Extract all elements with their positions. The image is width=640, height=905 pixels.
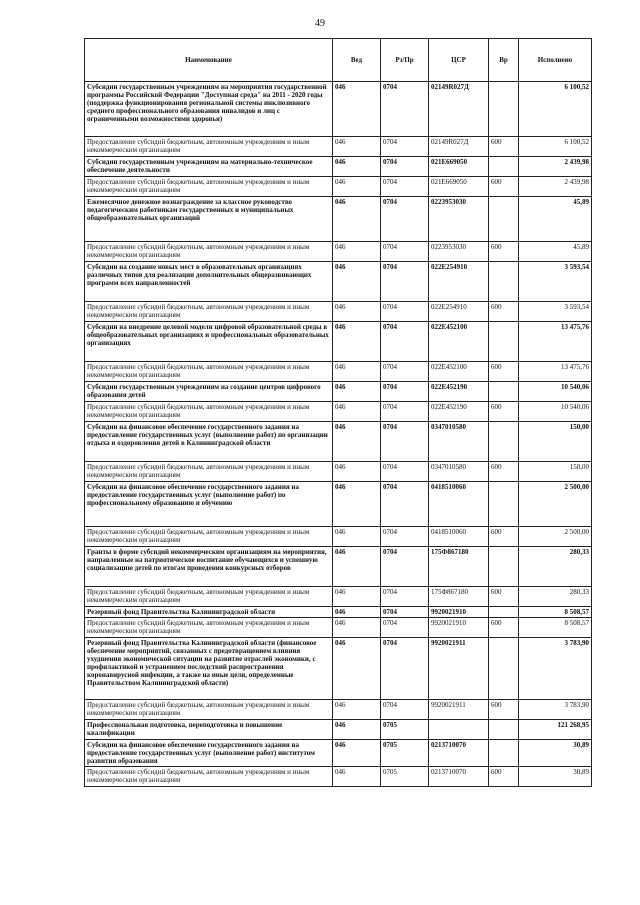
row-csr-cell: 02149R027Д [429, 82, 489, 137]
row-ved-cell: 046 [333, 322, 381, 362]
row-amount-cell: 30,89 [519, 767, 592, 787]
row-ved-cell: 046 [333, 422, 381, 462]
row-csr-cell: 022E452100 [429, 362, 489, 382]
row-ved-cell: 046 [333, 547, 381, 587]
row-name-cell: Предоставление субсидий бюджетным, автономным учреждениям и иным некоммерческим организациям [85, 137, 333, 157]
row-amount-cell: 3 593,54 [519, 262, 592, 302]
row-ved-cell: 046 [333, 740, 381, 767]
row-vr-cell [489, 638, 519, 700]
row-amount-cell: 8 508,57 [519, 618, 592, 638]
row-name-cell: Предоставление субсидий бюджетным, автономным учреждениям и иным некоммерческим организациям [85, 527, 333, 547]
row-rzpr-cell: 0704 [381, 82, 429, 137]
row-ved-cell: 046 [333, 302, 381, 322]
row-csr-cell [429, 720, 489, 740]
row-ved-cell: 046 [333, 527, 381, 547]
row-ved-cell: 046 [333, 700, 381, 720]
table-row [85, 137, 592, 157]
table-row [85, 720, 592, 740]
row-amount-cell: 280,33 [519, 587, 592, 607]
row-rzpr-cell: 0704 [381, 587, 429, 607]
table-row [85, 740, 592, 767]
table-row [85, 547, 592, 587]
table-row [85, 638, 592, 700]
row-csr-cell: 9920021911 [429, 638, 489, 700]
row-ved-cell: 046 [333, 482, 381, 527]
row-name-cell: Предоставление субсидий бюджетным, автономным учреждениям и иным некоммерческим организациям [85, 587, 333, 607]
header-executed: Исполнено [519, 39, 592, 82]
row-rzpr-cell: 0704 [381, 527, 429, 547]
row-vr-cell [489, 607, 519, 618]
row-amount-cell: 3 783,90 [519, 638, 592, 700]
row-vr-cell [489, 197, 519, 242]
row-name-cell: Предоставление субсидий бюджетным, автономным учреждениям и иным некоммерческим организациям [85, 402, 333, 422]
row-rzpr-cell: 0704 [381, 197, 429, 242]
row-name-cell: Гранты в форме субсидий некоммерческим организациям на мероприятия, направленные на патриотическое воспитание обучающихся и успешную социализацию детей по итогам проведения конкурсных отборов [85, 547, 333, 587]
row-amount-cell: 3 593,54 [519, 302, 592, 322]
row-vr-cell: 600 [489, 362, 519, 382]
budget-table [84, 38, 592, 787]
row-amount-cell: 45,89 [519, 242, 592, 262]
row-amount-cell: 2 500,00 [519, 527, 592, 547]
row-vr-cell [489, 157, 519, 177]
row-amount-cell: 3 783,90 [519, 700, 592, 720]
row-name-cell: Субсидии на внедрение целевой модели цифровой образовательной среды в общеобразовательных организациях и профессиональных образовательных организациях [85, 322, 333, 362]
row-csr-cell: 022E452100 [429, 322, 489, 362]
row-csr-cell: 0213710070 [429, 767, 489, 787]
row-ved-cell: 046 [333, 587, 381, 607]
table-row [85, 382, 592, 402]
table-row [85, 527, 592, 547]
row-ved-cell: 046 [333, 607, 381, 618]
row-csr-cell: 022E254910 [429, 262, 489, 302]
row-name-cell: Субсидии на финансовое обеспечение государственного задания на предоставление государственных услуг (выполнение работ) по организации отдыха и оздоровления детей в Калининградской области [85, 422, 333, 462]
row-ved-cell: 046 [333, 638, 381, 700]
row-vr-cell: 600 [489, 177, 519, 197]
table-row [85, 322, 592, 362]
row-csr-cell: 175Ф867180 [429, 547, 489, 587]
row-name-cell: Предоставление субсидий бюджетным, автономным учреждениям и иным некоммерческим организациям [85, 242, 333, 262]
row-amount-cell: 2 439,98 [519, 177, 592, 197]
row-rzpr-cell: 0705 [381, 720, 429, 740]
row-vr-cell [489, 262, 519, 302]
row-ved-cell: 046 [333, 177, 381, 197]
table-row [85, 607, 592, 618]
row-rzpr-cell: 0704 [381, 157, 429, 177]
row-ved-cell: 046 [333, 382, 381, 402]
row-ved-cell: 046 [333, 767, 381, 787]
row-ved-cell: 046 [333, 618, 381, 638]
row-csr-cell: 9920021910 [429, 618, 489, 638]
row-amount-cell: 45,89 [519, 197, 592, 242]
row-name-cell: Предоставление субсидий бюджетным, автономным учреждениям и иным некоммерческим организациям [85, 362, 333, 382]
table-row [85, 402, 592, 422]
row-rzpr-cell: 0704 [381, 177, 429, 197]
row-amount-cell: 6 100,52 [519, 137, 592, 157]
row-vr-cell: 600 [489, 402, 519, 422]
table-row [85, 362, 592, 382]
row-vr-cell: 600 [489, 587, 519, 607]
row-ved-cell: 046 [333, 197, 381, 242]
row-vr-cell [489, 382, 519, 402]
table-row [85, 482, 592, 527]
row-ved-cell: 046 [333, 362, 381, 382]
row-rzpr-cell: 0704 [381, 638, 429, 700]
row-rzpr-cell: 0705 [381, 767, 429, 787]
row-ved-cell: 046 [333, 242, 381, 262]
row-rzpr-cell: 0704 [381, 547, 429, 587]
row-name-cell: Предоставление субсидий бюджетным, автономным учреждениям и иным некоммерческим организациям [85, 618, 333, 638]
row-amount-cell: 150,00 [519, 422, 592, 462]
row-ved-cell: 046 [333, 157, 381, 177]
table-row [85, 618, 592, 638]
row-vr-cell: 600 [489, 767, 519, 787]
row-rzpr-cell: 0704 [381, 262, 429, 302]
row-csr-cell: 0347010580 [429, 462, 489, 482]
row-csr-cell: 022E452190 [429, 382, 489, 402]
row-rzpr-cell: 0704 [381, 482, 429, 527]
row-amount-cell: 280,33 [519, 547, 592, 587]
row-csr-cell: 021E669050 [429, 157, 489, 177]
header-csr: ЦСР [429, 39, 489, 82]
row-csr-cell: 9920021911 [429, 700, 489, 720]
row-vr-cell: 600 [489, 302, 519, 322]
row-vr-cell: 600 [489, 242, 519, 262]
table-header-row [85, 39, 592, 82]
row-ved-cell: 046 [333, 262, 381, 302]
row-rzpr-cell: 0704 [381, 462, 429, 482]
table-row [85, 302, 592, 322]
row-name-cell: Субсидии государственным учреждениям на материально-техническое обеспечение деятельности [85, 157, 333, 177]
row-amount-cell: 13 475,76 [519, 362, 592, 382]
row-amount-cell: 8 508,57 [519, 607, 592, 618]
row-csr-cell: 0347010580 [429, 422, 489, 462]
table-row [85, 157, 592, 177]
row-rzpr-cell: 0704 [381, 137, 429, 157]
header-ved: Вед [333, 39, 381, 82]
row-name-cell: Субсидии государственным учреждениям на создание центров цифрового образования детей [85, 382, 333, 402]
row-amount-cell: 150,00 [519, 462, 592, 482]
row-name-cell: Резервный фонд Правительства Калининградской области (финансовое обеспечение мероприятий, связанных с предотвращением влияния ухудшения экономической ситуации на развитие отраслей экономики, с профилактикой и устранением последствий распространения коронавирусной инфекции, а также на иные цели, определенные Правительством Калининградской области) [85, 638, 333, 700]
row-rzpr-cell: 0704 [381, 618, 429, 638]
row-amount-cell: 2 500,00 [519, 482, 592, 527]
row-csr-cell: 0418510060 [429, 482, 489, 527]
row-rzpr-cell: 0704 [381, 382, 429, 402]
row-ved-cell: 046 [333, 462, 381, 482]
row-vr-cell [489, 82, 519, 137]
row-amount-cell: 10 540,06 [519, 402, 592, 422]
row-name-cell: Профессиональная подготовка, переподготовка и повышение квалификации [85, 720, 333, 740]
row-name-cell: Резервный фонд Правительства Калининградской области [85, 607, 333, 618]
row-rzpr-cell: 0704 [381, 700, 429, 720]
row-ved-cell: 046 [333, 720, 381, 740]
row-vr-cell [489, 547, 519, 587]
row-vr-cell: 600 [489, 137, 519, 157]
row-amount-cell: 30,89 [519, 740, 592, 767]
row-vr-cell [489, 720, 519, 740]
table-row [85, 462, 592, 482]
row-rzpr-cell: 0704 [381, 302, 429, 322]
row-name-cell: Ежемесячное денежное вознаграждение за классное руководство педагогическим работникам государственных и муниципальных общеобразовательных организаций [85, 197, 333, 242]
row-csr-cell: 0223953030 [429, 197, 489, 242]
row-rzpr-cell: 0704 [381, 322, 429, 362]
row-name-cell: Субсидии на создание новых мест в образовательных организациях различных типов для реализации дополнительных общеразвивающих программ всех направленностей [85, 262, 333, 302]
row-rzpr-cell: 0704 [381, 607, 429, 618]
row-rzpr-cell: 0704 [381, 362, 429, 382]
row-vr-cell [489, 482, 519, 527]
row-csr-cell: 0223953030 [429, 242, 489, 262]
table-row [85, 82, 592, 137]
row-vr-cell [489, 322, 519, 362]
row-vr-cell: 600 [489, 527, 519, 547]
table-row [85, 197, 592, 242]
row-csr-cell: 022E452190 [429, 402, 489, 422]
row-csr-cell: 02149R027Д [429, 137, 489, 157]
header-name: Наименование [85, 39, 333, 82]
row-ved-cell: 046 [333, 402, 381, 422]
header-vr: Вр [489, 39, 519, 82]
header-rzpr: Рз/Пр [381, 39, 429, 82]
row-name-cell: Предоставление субсидий бюджетным, автономным учреждениям и иным некоммерческим организациям [85, 462, 333, 482]
table-row [85, 262, 592, 302]
row-amount-cell: 13 475,76 [519, 322, 592, 362]
row-rzpr-cell: 0704 [381, 422, 429, 462]
table-row [85, 767, 592, 787]
row-csr-cell: 021E669050 [429, 177, 489, 197]
row-amount-cell: 121 268,95 [519, 720, 592, 740]
row-amount-cell: 2 439,98 [519, 157, 592, 177]
row-vr-cell [489, 740, 519, 767]
row-name-cell: Предоставление субсидий бюджетным, автономным учреждениям и иным некоммерческим организациям [85, 177, 333, 197]
row-vr-cell: 600 [489, 700, 519, 720]
row-name-cell: Субсидии на финансовое обеспечение государственного задания на предоставление государственных услуг (выполнение работ) институтом развития образования [85, 740, 333, 767]
row-name-cell: Предоставление субсидий бюджетным, автономным учреждениям и иным некоммерческим организациям [85, 302, 333, 322]
row-csr-cell: 022E254910 [429, 302, 489, 322]
row-csr-cell: 9920021910 [429, 607, 489, 618]
row-vr-cell: 600 [489, 618, 519, 638]
row-csr-cell: 175Ф867180 [429, 587, 489, 607]
row-rzpr-cell: 0705 [381, 740, 429, 767]
row-rzpr-cell: 0704 [381, 242, 429, 262]
table-row [85, 587, 592, 607]
table-row [85, 242, 592, 262]
table-row [85, 177, 592, 197]
page-number: 49 [315, 18, 325, 29]
row-name-cell: Субсидии государственным учреждениям на мероприятия государственной программы Российской Федерации "Доступная среда" на 2011 - 2020 годы (поддержка функционирования региональной системы инклюзивного среднего профессионального образования инвалидов и лиц с ограниченными возможностями здоровья) [85, 82, 333, 137]
row-csr-cell: 0418510060 [429, 527, 489, 547]
row-vr-cell: 600 [489, 462, 519, 482]
row-amount-cell: 10 540,06 [519, 382, 592, 402]
table-row [85, 422, 592, 462]
table-row [85, 700, 592, 720]
row-vr-cell [489, 422, 519, 462]
row-name-cell: Субсидии на финансовое обеспечение государственного задания на предоставление государственных услуг (выполнение работ) по профессиональному образованию и обучению [85, 482, 333, 527]
row-rzpr-cell: 0704 [381, 402, 429, 422]
row-name-cell: Предоставление субсидий бюджетным, автономным учреждениям и иным некоммерческим организациям [85, 767, 333, 787]
row-csr-cell: 0213710070 [429, 740, 489, 767]
row-amount-cell: 6 100,52 [519, 82, 592, 137]
row-name-cell: Предоставление субсидий бюджетным, автономным учреждениям и иным некоммерческим организациям [85, 700, 333, 720]
row-ved-cell: 046 [333, 137, 381, 157]
row-ved-cell: 046 [333, 82, 381, 137]
